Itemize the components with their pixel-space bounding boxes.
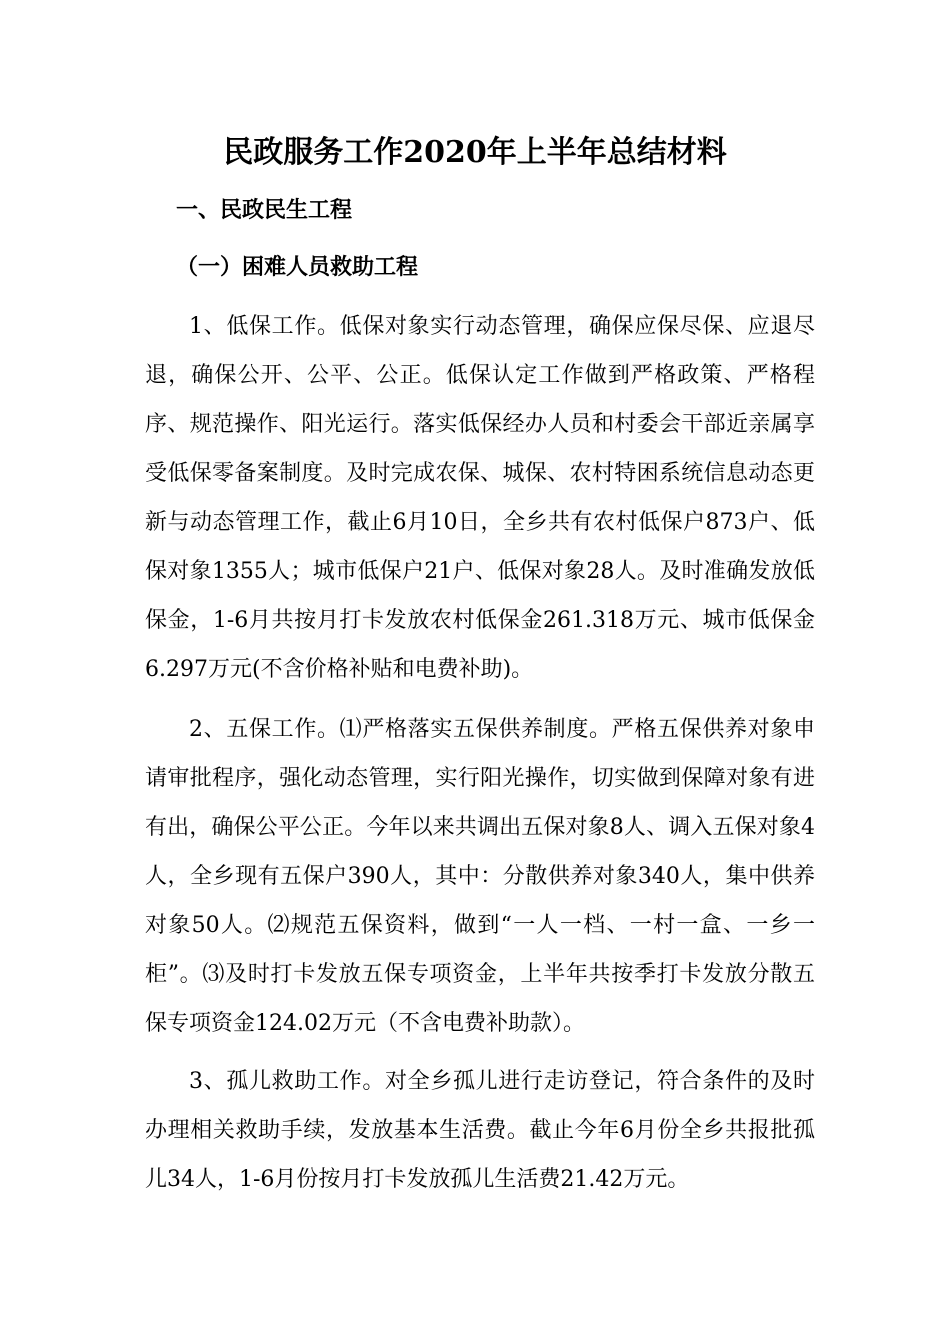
section-heading: 一、民政民生工程 [176, 197, 353, 223]
document-title: 民政服务工作2020年上半年总结材料 [223, 135, 727, 170]
paragraph-subsistence-allowance: 1、低保工作。低保对象实行动态管理，确保应保尽保、应退尽退，确保公开、公平、公正。低保认定工作做到严格政策、严格程序、规范操作、阳光运行。落实低保经办人员和村委会干部近亲属享受低保零备案制度。及时完成农保、城保、农村特困系统信息动态更新与动态管理工作，截止6月10日，全乡共有农村低保户873户、低保对象1355人；城市低保户21户、低保对象28人。及时准确发放低保金，1-6月共按月打卡发放农村低保金261.318万元、城市低保金6.297万元(不含价格补贴和电费补助)。 [145, 314, 815, 682]
subsection-heading: （一）困难人员救助工程 [176, 254, 419, 280]
paragraph-five-guarantees: 2、五保工作。⑴严格落实五保供养制度。严格五保供养对象申请审批程序，强化动态管理，实行阳光操作，切实做到保障对象有进有出，确保公平公正。今年以来共调出五保对象8人、调入五保对象4人，全乡现有五保户390人，其中：分散供养对象340人，集中供养对象50人。⑵规范五保资料，做到“一人一档、一村一盒、一乡一柜”。⑶及时打卡发放五保专项资金，上半年共按季打卡发放分散五保专项资金124.02万元（不含电费补助款）。 [145, 717, 816, 1036]
paragraph-orphan-assistance: 3、孤儿救助工作。对全乡孤儿进行走访登记，符合条件的及时办理相关救助手续，发放基本生活费。截止今年6月份全乡共报批孤儿34人，1-6月份按月打卡发放孤儿生活费21.42万元。 [145, 1069, 815, 1192]
